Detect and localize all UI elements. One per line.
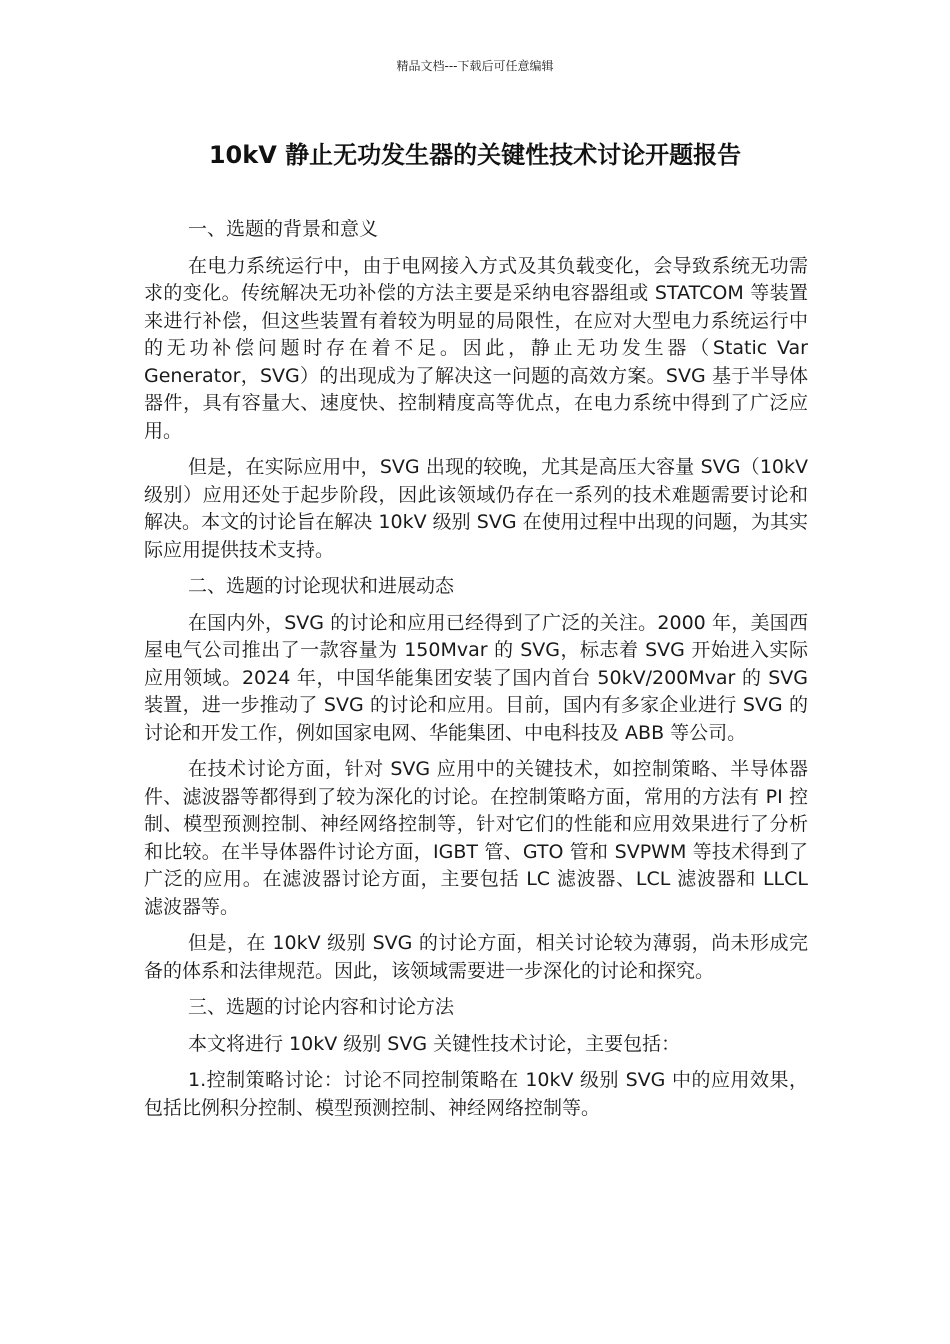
section-heading-content: 三、选题的讨论内容和讨论方法	[188, 996, 455, 1018]
paragraph-status-3: 但是，在 10kV 级别 SVG 的讨论方面，相关讨论较为薄弱，尚未形成完备的体系和法律规范。因此，该领域需要进一步深化的讨论和探究。	[144, 932, 808, 982]
paragraph-content-intro: 本文将进行 10kV 级别 SVG 关键性技术讨论，主要包括：	[188, 1032, 681, 1055]
section-heading-background: 一、选题的背景和意义	[188, 218, 379, 240]
paragraph-background-1: 在电力系统运行中，由于电网接入方式及其负载变化，会导致系统无功需求的变化。传统解决无功补偿的方法主要是采纳电容器组或 STATCOM 等装置来进行补偿，但这些装置有着较为明显的局限性，在应对大型电力系统运行中的无功补偿问题时存在着不足。因此，静止无功发生器（Static Var Generator，SVG）的出现成为了解决这一问题的高效方案。SVG 基于半导体器件，具有容量大、速度快、控制精度高等优点，在电力系统中得到了广泛应用。	[144, 254, 808, 442]
paragraph-status-2: 在技术讨论方面，针对 SVG 应用中的关键技术，如控制策略、半导体器件、滤波器等都得到了较为深化的讨论。在控制策略方面，常用的方法有 PI 控制、模型预测控制、神经网络控制等，针对它们的性能和应用效果进行了分析和比较。在半导体器件讨论方面，IGBT 管、GTO 管和 SVPWM 等技术得到了广泛的应用。在滤波器讨论方面，主要包括 LC 滤波器、LCL 滤波器和 LLCL 滤波器等。	[144, 758, 808, 918]
document-body	[144, 216, 808, 1131]
page-header: 精品文档---下载后可任意编辑	[396, 59, 554, 73]
paragraph-status-1: 在国内外，SVG 的讨论和应用已经得到了广泛的关注。2000 年，美国西屋电气公司推出了一款容量为 150Mvar 的 SVG，标志着 SVG 开始进入实际应用领域。2024 年，中国华能集团安装了国内首台 50kV/200Mvar 的 SVG 装置，进一步推动了 SVG 的讨论和应用。目前，国内有多家企业进行 SVG 的讨论和开发工作，例如国家电网、华能集团、中电科技及 ABB 等公司。	[144, 611, 808, 744]
section-heading-status: 二、选题的讨论现状和进展动态	[188, 575, 455, 597]
paragraph-content-item-1: 1.控制策略讨论：讨论不同控制策略在 10kV 级别 SVG 中的应用效果，包括比例积分控制、模型预测控制、神经网络控制等。	[144, 1069, 808, 1119]
document-title: 10kV 静止无功发生器的关键性技术讨论开题报告	[208, 141, 742, 169]
paragraph-background-2: 但是，在实际应用中，SVG 出现的较晚，尤其是高压大容量 SVG（10kV 级别）应用还处于起步阶段，因此该领域仍存在一系列的技术难题需要讨论和解决。本文的讨论旨在解决 10kV 级别 SVG 在使用过程中出现的问题，为其实际应用提供技术支持。	[144, 456, 808, 561]
